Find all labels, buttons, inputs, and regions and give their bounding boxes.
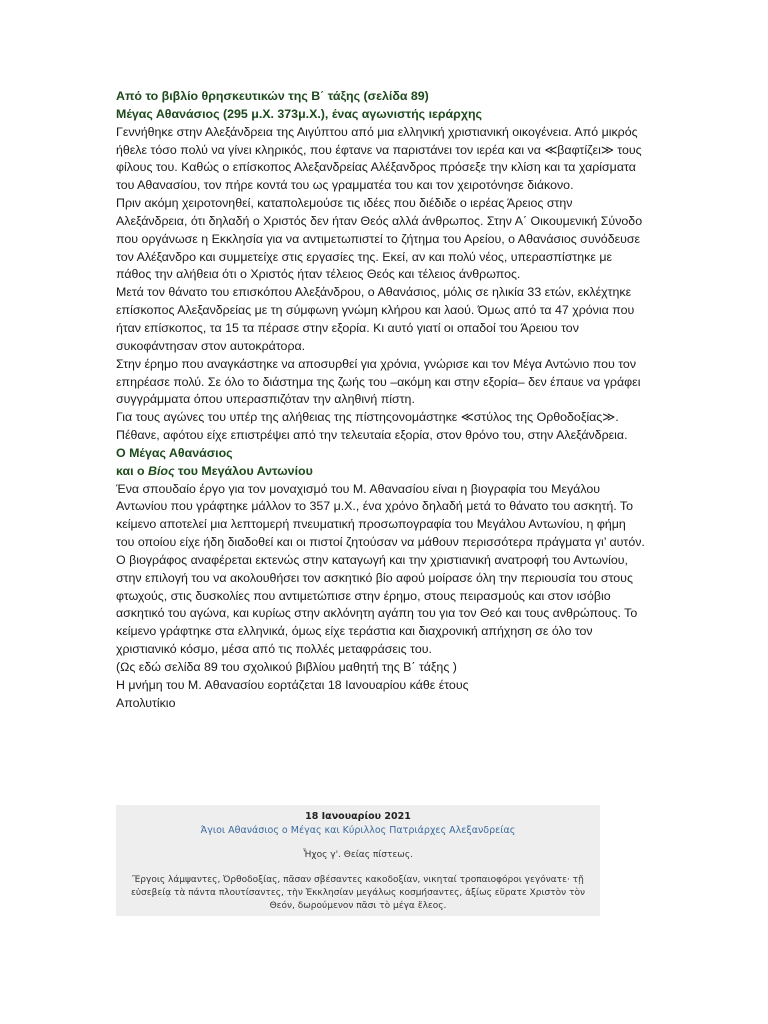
source-note: Από το βιβλίο θρησκευτικών της Β΄ τάξης (σελίδα 89) [116, 89, 429, 103]
hymn-feast: Άγιοι Αθανάσιος ο Μέγας και Κύριλλος Πατριάρχες Αλεξανδρείας [200, 825, 516, 836]
paragraph-bishop: Μετά τον θάνατο του επισκόπου Αλεξάνδρου, ο Αθανάσιος, μόλις σε ηλικία 33 ετών, εκλέχτηκε επίσκοπος Αλεξανδρείας με τη σύμφωνη γνώμη κλήρου και λαού. Όμως από τα 47 χρόνια που ήταν επίσκοπος, τα 15 τα πέρασε στην εξορία. Κι αυτό γιατί οι οπαδοί του Άρειου τον συκοφάντησαν στον αυτοκράτορα. [116, 285, 635, 353]
article [116, 88, 646, 713]
section-title-1: Ο Μέγας Αθανάσιος [116, 445, 233, 460]
column-text-after: . Πέθανε, αφότου είχε επιστρέψει από την τελευταία εξορία, στον θρόνο του, στην Αλεξάνδρεια. [116, 410, 628, 443]
section-title-2-a: και ο [116, 463, 149, 478]
apolytikion-label: Απολυτίκιο [116, 695, 176, 710]
feast-note: Η μνήμη του Μ. Αθανασίου εορτάζεται 18 Ιανουαρίου κάθε έτους [116, 677, 469, 692]
reference-note: (Ως εδώ σελίδα 89 του σχολικού βιβλίου μαθητή της Β΄ τάξης ) [116, 660, 457, 674]
section-title-2 [116, 463, 646, 481]
section-title-2-b: Βίος [148, 463, 175, 478]
article-title: Μέγας Αθανάσιος (295 μ.Χ. 373μ.Χ.), ένας αγωνιστής ιεράρχης [116, 106, 482, 121]
column-highlight: ≪στύλος της Ορθοδοξίας≫ [460, 410, 616, 425]
hymn-box [116, 805, 600, 916]
column-text-before: Για τους αγώνες του υπέρ της αλήθειας της πίστηςονομάστηκε [116, 410, 461, 425]
hymn-date: 18 Ιανουαρίου 2021 [305, 811, 411, 822]
paragraph-arius: Πριν ακόμη χειροτονηθεί, καταπολεμούσε τις ιδέες που διέδιδε ο ιερέας Άρειος στην Αλεξάνδρεια, ότι δηλαδή ο Χριστός δεν ήταν Θεός αλλά άνθρωπος. Στην Α΄ Οικουμενική Σύνοδο που οργάνωσε η Εκκλησία για να αντιμετωπιστεί το ζήτημα του Αρείου, ο Αθανάσιος συνόδευσε τον Αλέξανδρο και συμμετείχε στις εργασίες της. Εκεί, αν και πολύ νέος, υπερασπίστηκε με πάθος την αλήθεια ότι ο Χριστός ήταν τέλειος Θεός και τέλειος άνθρωπος. [116, 196, 643, 282]
hymn-text: Ἔργοις λάμψαντες, Ὀρθοδοξίας, πᾶσαν σβέσαντες κακοδοξίαν, νικηταί τροπαιοφόροι γεγόνατε· τῇ εὐσεβείᾳ τὰ πάντα πλουτίσαντες, τὴν Ἐκκλησίαν μεγάλως κοσμήσαντες, ἀξίως εὕρατε Χριστὸν τὸν Θεόν, δωρούμενον πᾶσι τὸ μέγα ἔλεος. [130, 875, 586, 911]
paragraph-column [116, 409, 646, 445]
section-title-2-c: του Μεγάλου Αντωνίου [174, 463, 313, 478]
paragraph-desert: Στην έρημο που αναγκάστηκε να αποσυρθεί για χρόνια, γνώρισε και τον Μέγα Αντώνιο που τον επηρέασε πολύ. Σε όλο το διάστημα της ζωής του –ακόμη και στην εξορία– δεν έπαυε να γράφει συγγράμματα όπου υπερασπιζόταν την αληθινή πίστη. [116, 356, 641, 407]
hymn-tone: Ἦχος γ'. Θείας πίστεως. [303, 850, 413, 860]
paragraph-antony: Ένα σπουδαίο έργο για τον μοναχισμό του Μ. Αθανασίου είναι η βιογραφία του Μεγάλου Αντωνίου που γράφτηκε μάλλον το 357 μ.Χ., ένα χρόνο δηλαδή μετά το θάνατο του ασκητή. Το κείμενο αποτελεί μια λεπτομερή πνευματική προσωπογραφία του Μεγάλου Αντωνίου, η φήμη του οποίου είχε ήδη διαδοθεί και οι πιστοί ζητούσαν να μάθουν περισσότερα πράγματα γι’ αυτόν. Ο βιογράφος αναφέρεται εκτενώς στην καταγωγή και την χριστιανική ανατροφή του Αντωνίου, στην επιλογή του να ακολουθήσει τον ασκητικό βίο αφού μοίρασε όλη την περιουσία του στους φτωχούς, στις δυσκολίες που αντιμετώπισε στην έρημο, στους πειρασμούς και στον ισόβιο ασκητικό του αγώνα, και κυρίως στην ακλόνητη αγάπη του για τον Θεό και τους ανθρώπους. Το κείμενο γράφτηκε στα ελληνικά, όμως είχε τεράστια και διαχρονική απήχηση σε όλο τον χριστιανικό κόσμο, μέσα από τις πολλές μεταφράσεις του. [116, 481, 645, 657]
paragraph-birth: Γεννήθηκε στην Αλεξάνδρεια της Αιγύπτου από μια ελληνική χριστιανική οικογένεια. Από μικρός ήθελε τόσο πολύ να γίνει κληρικός, που έφτανε να παριστάνει τον ιερέα και να ≪βαφτίζει≫ τους φίλους του. Καθώς ο επίσκοπος Αλεξανδρείας Αλέξανδρος πρόσεξε την κλίση και τα χαρίσματα του Αθανασίου, τον πήρε κοντά του ως γραμματέα του και τον χειροτόνησε διάκονο. [116, 124, 642, 193]
